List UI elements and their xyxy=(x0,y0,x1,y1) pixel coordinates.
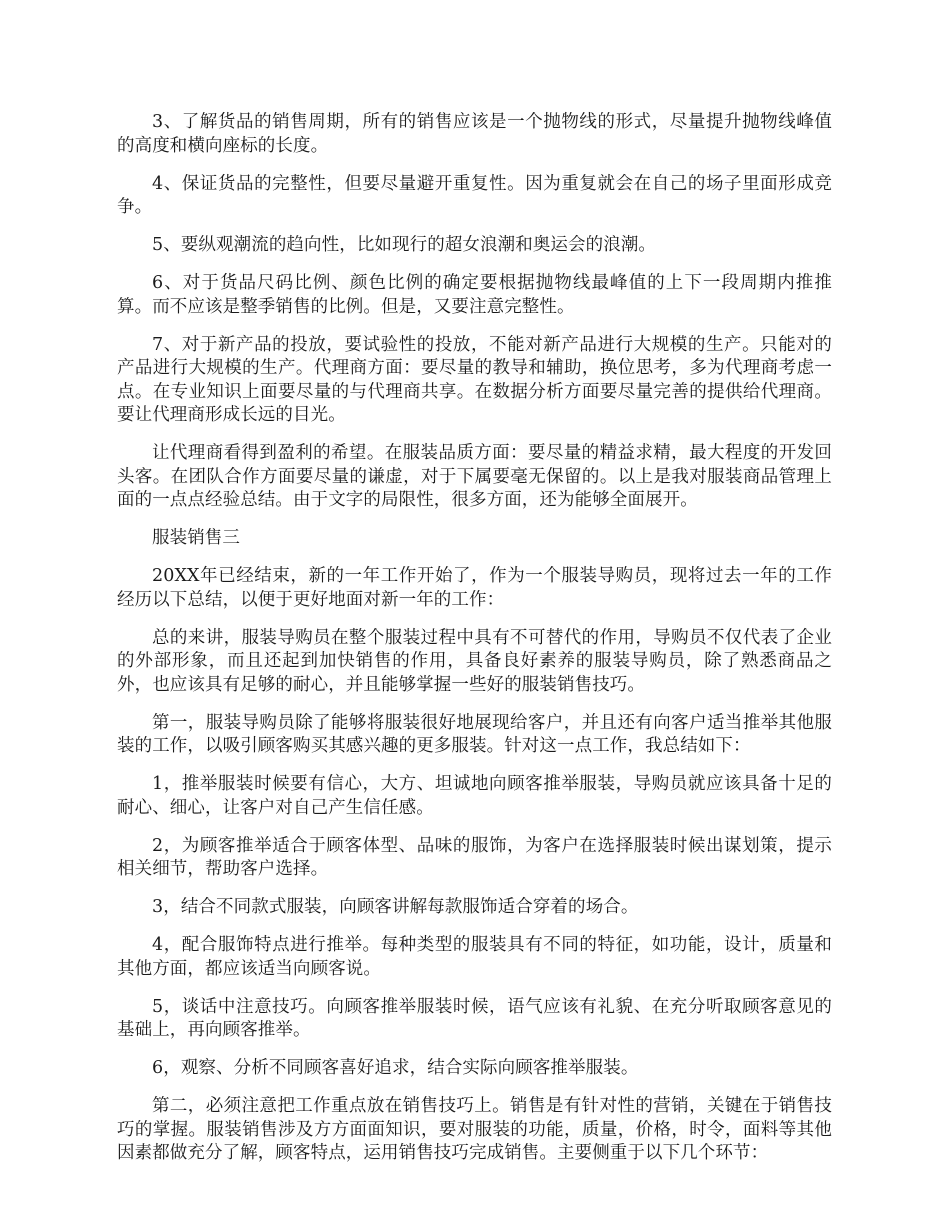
paragraph-overview: 总的来讲，服装导购员在整个服装过程中具有不可替代的作用，导购员不仅代表了企业的外部形象，而且还起到加快销售的作用，具备良好素养的服装导购员，除了熟悉商品之外，也应该具有足够的耐心，并且能够掌握一些好的服装销售技巧。 xyxy=(117,627,832,695)
paragraph-tip-2: 2，为顾客推举适合于顾客体型、品味的服饰，为客户在选择服装时候出谋划策，提示相关细节，帮助客户选择。 xyxy=(117,835,832,879)
paragraph-tip-3: 3，结合不同款式服装，向顾客讲解每款服饰适合穿着的场合。 xyxy=(152,897,639,917)
paragraph-item-6: 6、对于货品尺码比例、颜色比例的确定要根据抛物线最峰值的上下一段周期内推推算。而不应该是整季销售的比例。但是，又要注意完整性。 xyxy=(117,273,832,317)
document-body xyxy=(117,111,832,1180)
paragraph-item-3: 3、了解货品的销售周期，所有的销售应该是一个抛物线的形式，尽量提升抛物线峰值的高度和横向座标的长度。 xyxy=(117,112,832,156)
paragraph-item-4: 4、保证货品的完整性，但要尽量避开重复性。因为重复就会在自己的场子里面形成竞争。 xyxy=(117,173,832,217)
paragraph-tip-6: 6，观察、分析不同顾客喜好追求，结合实际向顾客推举服装。 xyxy=(152,1058,639,1078)
paragraph-item-5: 5、要纵观潮流的趋向性，比如现行的超女浪潮和奥运会的浪潮。 xyxy=(152,235,657,255)
paragraph-second-point: 第二，必须注意把工作重点放在销售技巧上。销售是有针对性的营销，关键在于销售技巧的掌握。服装销售涉及方方面面知识，要对服装的功能，质量，价格，时令，面料等其他因素都做充分了解，顾客特点，运用销售技巧完成销售。主要侧重于以下几个环节： xyxy=(117,1096,832,1163)
paragraph-tip-5: 5，谈话中注意技巧。向顾客推举服装时候，语气应该有礼貌、在充分听取顾客意见的基础上，再向顾客推举。 xyxy=(117,996,832,1040)
section-heading: 服装销售三 xyxy=(152,528,240,548)
paragraph-agent-profit: 让代理商看得到盈利的希望。在服装品质方面：要尽量的精益求精，最大程度的开发回头客。在团队合作方面要尽量的谦虚，对于下属要毫无保留的。以上是我对服装商品管理上面的一点点经验总结。由于文字的局限性，很多方面，还为能够全面展开。 xyxy=(117,443,832,510)
paragraph-item-7: 7、对于新产品的投放，要试验性的投放，不能对新产品进行大规模的生产。只能对的产品进行大规模的生产。代理商方面：要尽量的教导和辅助，换位思考，多为代理商考虑一点。在专业知识上面要尽量的与代理商共享。在数据分析方面要尽量完善的提供给代理商。要让代理商形成长远的目光。 xyxy=(117,334,832,425)
paragraph-intro: 20XX年已经结束，新的一年工作开始了，作为一个服装导购员，现将过去一年的工作经历以下总结，以便于更好地面对新一年的工作： xyxy=(117,566,832,610)
paragraph-first-point: 第一，服装导购员除了能够将服装很好地展现给客户，并且还有向客户适当推举其他服装的工作，以吸引顾客购买其感兴趣的更多服装。针对这一点工作，我总结如下： xyxy=(117,712,832,756)
paragraph-tip-4: 4，配合服饰特点进行推举。每种类型的服装具有不同的特征，如功能，设计，质量和其他方面，都应该适当向顾客说。 xyxy=(117,935,832,979)
paragraph-tip-1: 1，推举服装时候要有信心，大方、坦诚地向顾客推举服装，导购员就应该具备十足的耐心、细心，让客户对自己产生信任感。 xyxy=(117,774,832,818)
